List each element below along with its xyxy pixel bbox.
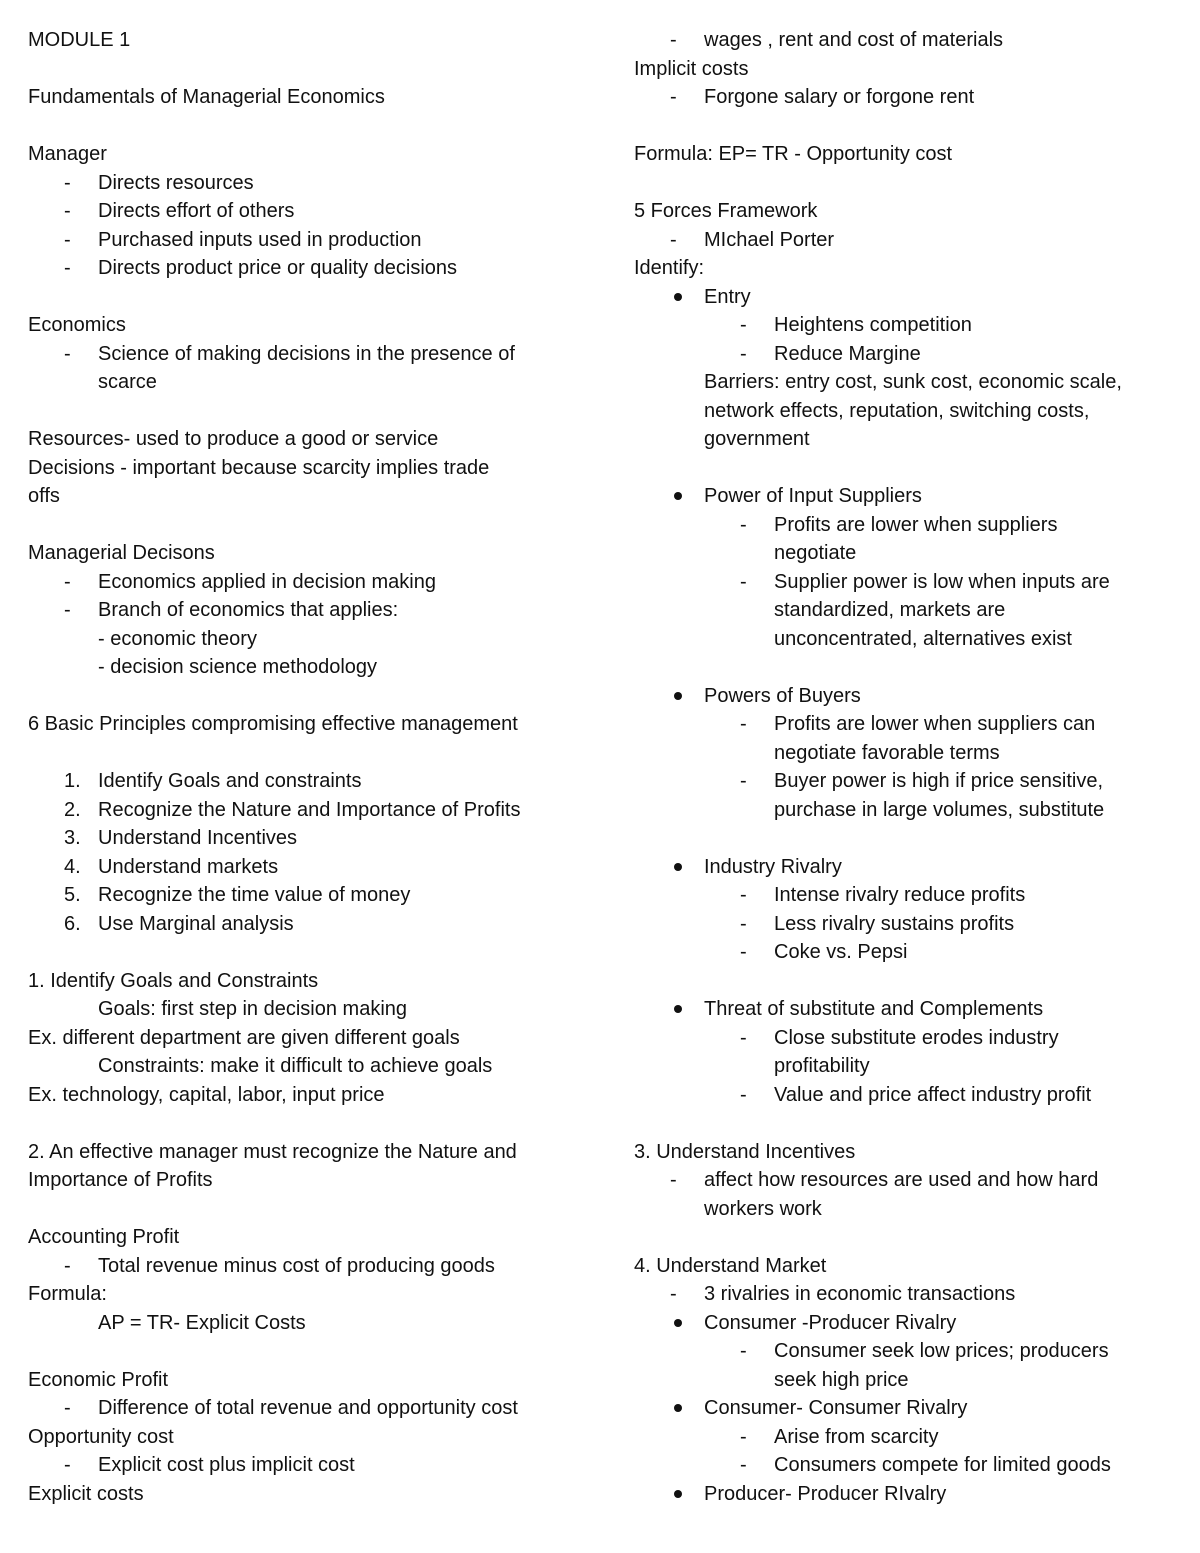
text-line (28, 26, 588, 55)
line-text: Constraints: make it difficult to achieve goals (98, 1055, 493, 1077)
text-line (28, 1052, 588, 1081)
text-line (28, 1081, 588, 1110)
text-line (28, 995, 588, 1024)
line-text: Consumer -Producer Rivalry (704, 1311, 957, 1334)
line-text: Powers of Buyers (704, 684, 861, 707)
text-line (28, 1223, 588, 1252)
line-text: Ex. different department are given different goals (28, 1026, 460, 1049)
text-line (634, 340, 1184, 369)
bullet-icon (674, 1490, 682, 1498)
dash-marker: - (740, 1340, 747, 1362)
text-line (28, 653, 588, 682)
line-text: Intense rivalry reduce profits (774, 884, 1026, 906)
text-line (634, 1451, 1184, 1480)
text-line (634, 1252, 1184, 1281)
text-line (634, 1480, 1184, 1509)
text-line (634, 26, 1184, 55)
line-text: Entry (704, 285, 751, 308)
bullet-icon (674, 692, 682, 700)
line-text: offs (28, 485, 60, 507)
line-text: scarce (98, 371, 157, 393)
line-text: Value and price affect industry profit (774, 1083, 1092, 1106)
text-line (634, 1081, 1184, 1110)
dash-marker: - (64, 1397, 71, 1419)
line-text: Difference of total revenue and opportunity cost (98, 1397, 518, 1419)
blank-line (634, 169, 1184, 198)
text-line (28, 767, 588, 796)
text-line (28, 140, 588, 169)
line-text: Economics applied in decision making (98, 570, 436, 593)
line-text: affect how resources are used and how hard (704, 1169, 1099, 1191)
text-line (28, 1366, 588, 1395)
text-line (634, 710, 1184, 739)
text-line (28, 625, 588, 654)
line-text: negotiate favorable terms (774, 741, 1000, 764)
list-number: 1. (64, 770, 81, 792)
text-line (634, 853, 1184, 882)
line-text: Profits are lower when suppliers (774, 513, 1058, 536)
line-text: Directs product price or quality decisions (98, 257, 458, 279)
line-text: Heightens competition (774, 314, 972, 336)
text-line (634, 1166, 1184, 1195)
line-text: 4. Understand Market (634, 1254, 827, 1277)
text-line (28, 1480, 588, 1509)
line-text: Decisions - important because scarcity implies trade (28, 456, 490, 479)
line-text: government (704, 428, 810, 450)
line-text: Consumer seek low prices; producers (774, 1340, 1109, 1362)
text-line (28, 254, 588, 283)
bullet-icon (674, 1005, 682, 1013)
bullet-icon (674, 1319, 682, 1327)
left-column (28, 26, 588, 1508)
dash-marker: - (64, 171, 71, 194)
line-text: network effects, reputation, switching costs, (704, 399, 1090, 422)
blank-line (28, 55, 588, 84)
text-line (634, 910, 1184, 939)
dash-marker: - (64, 599, 71, 621)
line-text: Branch of economics that applies: (98, 599, 399, 621)
text-line (634, 938, 1184, 967)
text-line (634, 226, 1184, 255)
line-text: 1. Identify Goals and Constraints (28, 969, 319, 992)
text-line (28, 881, 588, 910)
text-line (634, 539, 1184, 568)
line-text: Identify: (634, 257, 705, 279)
right-column (634, 26, 1184, 1508)
text-line (28, 311, 588, 340)
text-line (634, 425, 1184, 454)
dash-marker: - (670, 1283, 677, 1305)
line-text: Fundamentals of Managerial Economics (28, 86, 385, 108)
text-line (28, 1252, 588, 1281)
dash-marker: - (740, 314, 747, 336)
line-text: Directs effort of others (98, 200, 295, 222)
line-text: Power of Input Suppliers (704, 485, 922, 507)
text-line (28, 1280, 588, 1309)
line-text: purchase in large volumes, substitute (774, 798, 1105, 821)
text-line (28, 967, 588, 996)
line-text: Explicit cost plus implicit cost (98, 1454, 355, 1476)
line-text: Manager (28, 143, 107, 165)
text-line (634, 83, 1184, 112)
line-text: Supplier power is low when inputs are (774, 570, 1110, 593)
blank-line (634, 454, 1184, 483)
blank-line (634, 824, 1184, 853)
dash-marker: - (64, 257, 71, 279)
text-line (28, 596, 588, 625)
blank-line (28, 511, 588, 540)
line-text: Total revenue minus cost of producing goods (98, 1254, 495, 1277)
text-line (634, 511, 1184, 540)
line-text: Formula: (28, 1283, 107, 1305)
line-text: MIchael Porter (704, 228, 835, 251)
blank-line (28, 1337, 588, 1366)
dash-marker: - (64, 1254, 71, 1277)
line-text: Use Marginal analysis (98, 912, 294, 935)
dash-marker: - (670, 228, 677, 251)
line-text: Managerial Decisons (28, 542, 215, 564)
text-line (634, 1309, 1184, 1338)
blank-line (28, 283, 588, 312)
dash-marker: - (740, 570, 747, 593)
line-text: Buyer power is high if price sensitive, (774, 770, 1104, 792)
dash-marker: - (740, 770, 747, 792)
line-text: Goals: first step in decision making (98, 998, 408, 1020)
blank-line (28, 682, 588, 711)
line-text: Formula: EP= TR - Opportunity cost (634, 143, 953, 165)
text-line (634, 397, 1184, 426)
line-text: Reduce Margine (774, 342, 921, 365)
line-text: Accounting Profit (28, 1226, 180, 1248)
text-line (634, 1195, 1184, 1224)
line-text: standardized, markets are (774, 599, 1006, 621)
line-text: Consumers compete for limited goods (774, 1454, 1111, 1476)
blank-line (28, 739, 588, 768)
line-text: Understand markets (98, 855, 279, 878)
text-line (28, 1451, 588, 1480)
dash-marker: - (670, 86, 677, 108)
line-text: negotiate (774, 542, 857, 564)
text-line (634, 1138, 1184, 1167)
text-line (28, 368, 588, 397)
text-line (634, 739, 1184, 768)
text-line (634, 368, 1184, 397)
line-text: 5 Forces Framework (634, 200, 818, 222)
text-line (28, 1423, 588, 1452)
bullet-icon (674, 293, 682, 301)
line-text: Recognize the Nature and Importance of Profits (98, 798, 521, 821)
line-text: Opportunity cost (28, 1425, 174, 1448)
line-text: Economic Profit (28, 1368, 169, 1391)
line-text: 6 Basic Principles compromising effective management (28, 713, 518, 735)
blank-line (634, 653, 1184, 682)
line-text: unconcentrated, alternatives exist (774, 627, 1072, 650)
line-text: Arise from scarcity (774, 1425, 939, 1448)
line-text: Producer- Producer RIvalry (704, 1482, 947, 1505)
line-text: - decision science methodology (98, 656, 378, 678)
line-text: Close substitute erodes industry (774, 1026, 1059, 1049)
text-line (28, 83, 588, 112)
text-line (634, 1394, 1184, 1423)
text-line (634, 1052, 1184, 1081)
line-text: Ex. technology, capital, labor, input price (28, 1083, 385, 1106)
line-text: Science of making decisions in the presence of (98, 342, 515, 365)
line-text: Recognize the time value of money (98, 884, 411, 906)
text-line (28, 710, 588, 739)
dash-marker: - (740, 941, 747, 963)
line-text: Economics (28, 314, 126, 336)
text-line (634, 596, 1184, 625)
line-text: Purchased inputs used in production (98, 228, 422, 251)
line-text: Importance of Profits (28, 1169, 213, 1191)
blank-line (28, 938, 588, 967)
line-text: Understand Incentives (98, 827, 298, 849)
bullet-icon (674, 492, 682, 500)
text-line (28, 197, 588, 226)
line-text: wages , rent and cost of materials (704, 29, 1004, 51)
text-line (28, 1138, 588, 1167)
text-line (28, 910, 588, 939)
dash-marker: - (740, 884, 747, 906)
text-line (28, 568, 588, 597)
blank-line (634, 1109, 1184, 1138)
blank-line (634, 967, 1184, 996)
dash-marker: - (740, 342, 747, 365)
text-line (28, 226, 588, 255)
dash-marker: - (740, 513, 747, 536)
blank-line (634, 1223, 1184, 1252)
line-text: MODULE 1 (28, 29, 131, 51)
text-line (28, 853, 588, 882)
line-text: Less rivalry sustains profits (774, 912, 1015, 935)
list-number: 4. (64, 855, 81, 878)
line-text: Industry Rivalry (704, 855, 842, 878)
dash-marker: - (670, 29, 677, 51)
text-line (634, 881, 1184, 910)
text-line (28, 482, 588, 511)
text-line (28, 1166, 588, 1195)
list-number: 3. (64, 827, 81, 849)
text-line (634, 1423, 1184, 1452)
line-text: Forgone salary or forgone rent (704, 86, 975, 108)
text-line (634, 283, 1184, 312)
text-line (634, 1337, 1184, 1366)
dash-marker: - (64, 228, 71, 251)
line-text: Barriers: entry cost, sunk cost, economic scale, (704, 371, 1122, 393)
dash-marker: - (64, 342, 71, 365)
line-text: Identify Goals and constraints (98, 770, 362, 792)
text-line (634, 682, 1184, 711)
dash-marker: - (64, 570, 71, 593)
dash-marker: - (740, 713, 747, 735)
blank-line (28, 1109, 588, 1138)
dash-marker: - (740, 912, 747, 935)
text-line (634, 311, 1184, 340)
dash-marker: - (740, 1026, 747, 1049)
text-line (634, 1366, 1184, 1395)
dash-marker: - (740, 1083, 747, 1106)
dash-marker: - (64, 1454, 71, 1476)
dash-marker: - (740, 1425, 747, 1448)
line-text: Explicit costs (28, 1482, 144, 1505)
text-line (28, 796, 588, 825)
line-text: Resources- used to produce a good or service (28, 428, 439, 450)
text-line (634, 568, 1184, 597)
text-line (634, 1024, 1184, 1053)
text-line (28, 539, 588, 568)
line-text: Implicit costs (634, 57, 749, 80)
text-line (634, 254, 1184, 283)
text-line (28, 824, 588, 853)
text-line (634, 482, 1184, 511)
line-text: 2. An effective manager must recognize the Nature and (28, 1140, 517, 1163)
line-text: 3. Understand Incentives (634, 1140, 856, 1163)
text-line (28, 1024, 588, 1053)
text-line (28, 1309, 588, 1338)
blank-line (28, 397, 588, 426)
text-line (28, 1394, 588, 1423)
text-line (634, 197, 1184, 226)
text-line (28, 425, 588, 454)
text-line (28, 169, 588, 198)
line-text: Coke vs. Pepsi (774, 941, 908, 963)
line-text: Profits are lower when suppliers can (774, 713, 1096, 735)
text-line (634, 55, 1184, 84)
line-text: seek high price (774, 1368, 909, 1391)
bullet-icon (674, 1404, 682, 1412)
blank-line (28, 1195, 588, 1224)
line-text: profitability (774, 1055, 870, 1077)
line-text: 3 rivalries in economic transactions (704, 1283, 1016, 1305)
text-line (28, 340, 588, 369)
line-text: - economic theory (98, 627, 257, 650)
list-number: 6. (64, 912, 81, 935)
line-text: workers work (704, 1197, 822, 1220)
line-text: AP = TR- Explicit Costs (98, 1311, 306, 1334)
list-number: 5. (64, 884, 81, 906)
text-line (634, 140, 1184, 169)
blank-line (634, 112, 1184, 141)
text-line (634, 767, 1184, 796)
text-line (634, 1280, 1184, 1309)
text-line (634, 796, 1184, 825)
dash-marker: - (740, 1454, 747, 1476)
list-number: 2. (64, 798, 81, 821)
line-text: Directs resources (98, 171, 254, 194)
dash-marker: - (670, 1169, 677, 1191)
dash-marker: - (64, 200, 71, 222)
line-text: Threat of substitute and Complements (704, 998, 1044, 1020)
text-line (634, 625, 1184, 654)
blank-line (28, 112, 588, 141)
text-line (634, 995, 1184, 1024)
bullet-icon (674, 863, 682, 871)
text-line (28, 454, 588, 483)
line-text: Consumer- Consumer Rivalry (704, 1397, 968, 1419)
